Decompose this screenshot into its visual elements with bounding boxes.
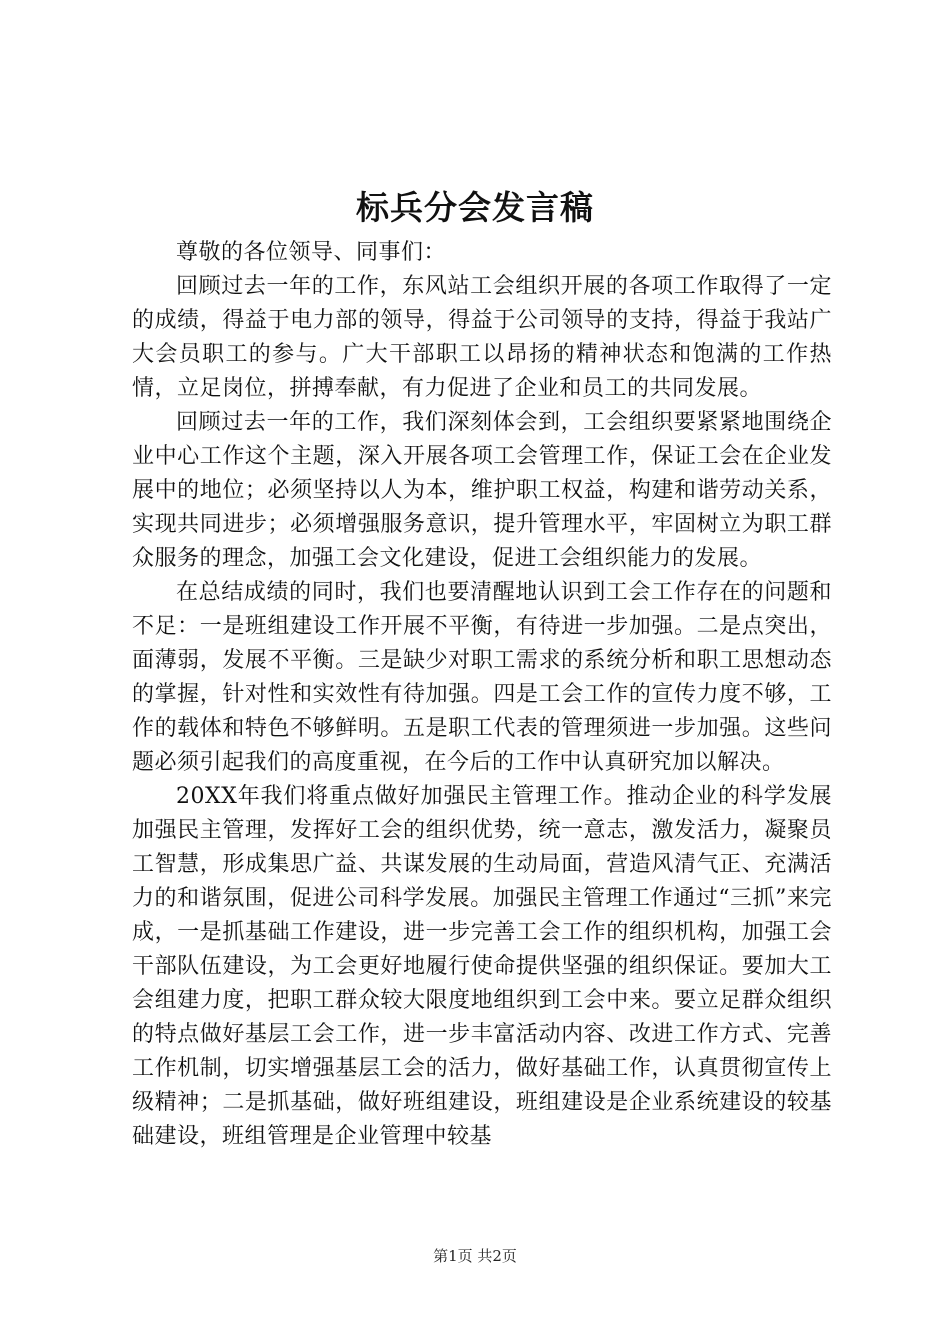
page-footer: 第1页 共2页 [433,1247,517,1265]
greeting: 尊敬的各位领导、同事们： [176,240,447,265]
document-title: 标兵分会发言稿 [356,188,594,227]
paragraph-2: 回顾过去一年的工作，我们深刻体会到，工会组织要紧紧地围绕企业中心工作这个主题，深入开展各项工会管理工作，保证工会在企业发展中的地位；必须坚持以人为本，维护职工权益，构建和谐劳动关系，实现共同进步；必须增强服务意识，提升管理水平，牢固树立为职工群众服务的理念，加强工会文化建设，促进工会组织能力的发展。 [132,410,832,571]
paragraph-4: 20XX年我们将重点做好加强民主管理工作。推动企业的科学发展加强民主管理，发挥好工会的组织优势，统一意志，激发活力，凝聚员工智慧，形成集思广益、共谋发展的生动局面，营造风清气正、充满活力的和谐氛围，促进公司科学发展。加强民主管理工作通过“三抓”来完成，一是抓基础工作建设，进一步完善工会工作的组织机构，加强工会干部队伍建设，为工会更好地履行使命提供坚强的组织保证。要加大工会组建力度，把职工群众较大限度地组织到工会中来。要立足群众组织的特点做好基层工会工作，进一步丰富活动内容、改进工作方式、完善工作机制，切实增强基层工会的活力，做好基础工作，认真贯彻宣传上级精神；二是抓基础，做好班组建设，班组建设是企业系统建设的较基础建设，班组管理是企业管理中较基 [132,784,832,1149]
paragraph-3: 在总结成绩的同时，我们也要清醒地认识到工会工作存在的问题和不足：一是班组建设工作开展不平衡，有待进一步加强。二是点突出，面薄弱，发展不平衡。三是缺少对职工需求的系统分析和职工思想动态的掌握，针对性和实效性有待加强。四是工会工作的宣传力度不够，工作的载体和特色不够鲜明。五是职工代表的管理须进一步加强。这些问题必须引起我们的高度重视，在今后的工作中认真研究加以解决。 [132,580,832,775]
document-body [132,236,832,1154]
paragraph-1: 回顾过去一年的工作，东风站工会组织开展的各项工作取得了一定的成绩，得益于电力部的领导，得益于公司领导的支持，得益于我站广大会员职工的参与。广大干部职工以昂扬的精神状态和饱满的工作热情，立足岗位，拼搏奉献，有力促进了企业和员工的共同发展。 [132,274,832,401]
